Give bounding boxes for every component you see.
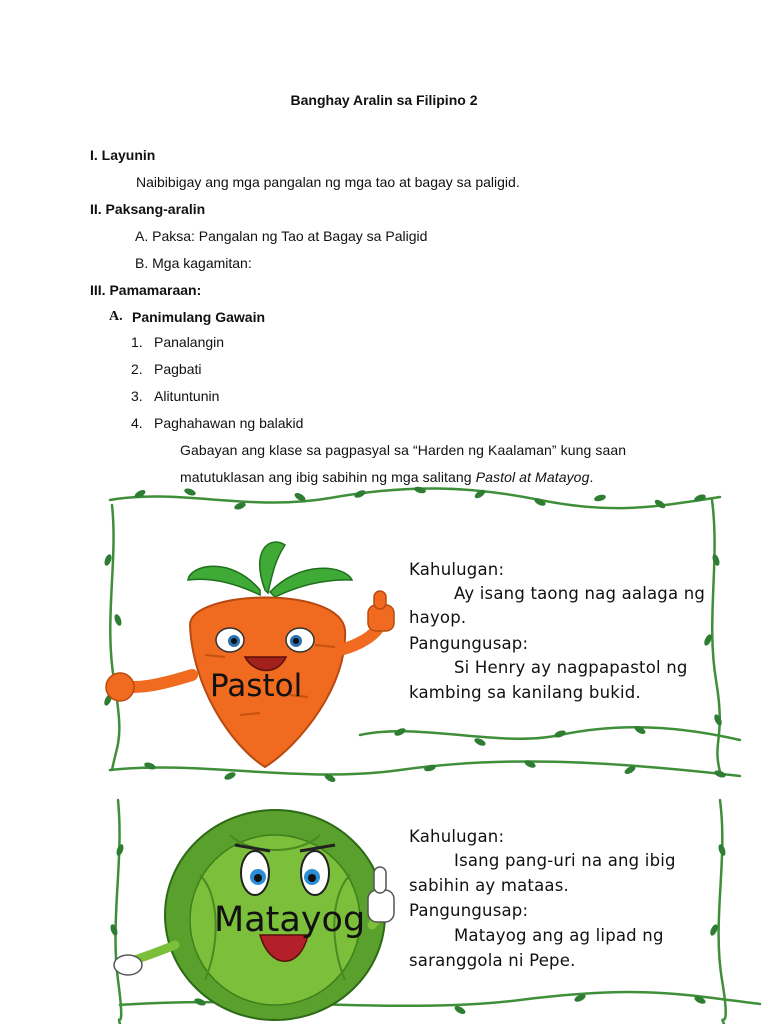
guide-line-1: Gabayan ang klase sa pagpasyal sa “Harden ng Kaalaman” kung saan [180,442,627,458]
step-number: 2. [131,361,143,377]
guide-line-2-text: matutuklasan ang ibig sabihin ng mga salitang [180,469,476,485]
subsection-marker: A. [109,309,123,324]
topic-item: A. Paksa: Pangalan ng Tao at Bagay sa Paligid [135,228,428,244]
meaning-text: hayop. [409,608,467,627]
step-number: 1. [131,334,143,350]
meaning-text: Ay isang taong nag aalaga ng [454,584,706,603]
sentence-label: Pangungusap: [409,901,529,920]
section-1-heading: I. Layunin [90,147,156,163]
guide-line-2-end: . [589,469,594,485]
meaning-label: Kahulugan: [409,560,505,579]
step-label: Pagbati [154,361,202,377]
step-label: Panalangin [154,334,225,350]
sentence-text: kambing sa kanilang bukid. [409,683,641,702]
vocab-word: Matayog [214,900,366,940]
section-3-heading: III. Pamamaraan: [90,282,202,298]
sentence-text: Si Henry ay nagpapastol ng [454,658,688,677]
step-number: 4. [131,415,143,431]
carrot-illustration [100,535,410,775]
sentence-text: saranggola ni Pepe. [409,951,576,970]
sentence-text: Matayog ang ag lipad ng [454,926,664,945]
page-title: Banghay Aralin sa Filipino 2 [290,92,478,108]
vocab-word: Pastol [210,668,303,704]
meaning-text: sabihin ay mataas. [409,876,569,895]
meaning-label: Kahulugan: [409,827,505,846]
subsection-heading: Panimulang Gawain [132,309,266,325]
meaning-text: Isang pang-uri na ang ibig [454,851,676,870]
step-label: Paghahawan ng balakid [154,415,304,431]
guide-line-2-italic: Pastol at Matayog [475,469,590,485]
step-number: 3. [131,388,143,404]
sentence-label: Pangungusap: [409,634,529,653]
materials-item: B. Mga kagamitan: [135,255,252,271]
step-label: Alituntunin [154,388,220,404]
section-2-heading: II. Paksang-aralin [90,201,206,217]
objective-text: Naibibigay ang mga pangalan ng mga tao at bagay sa paligid. [136,174,520,190]
